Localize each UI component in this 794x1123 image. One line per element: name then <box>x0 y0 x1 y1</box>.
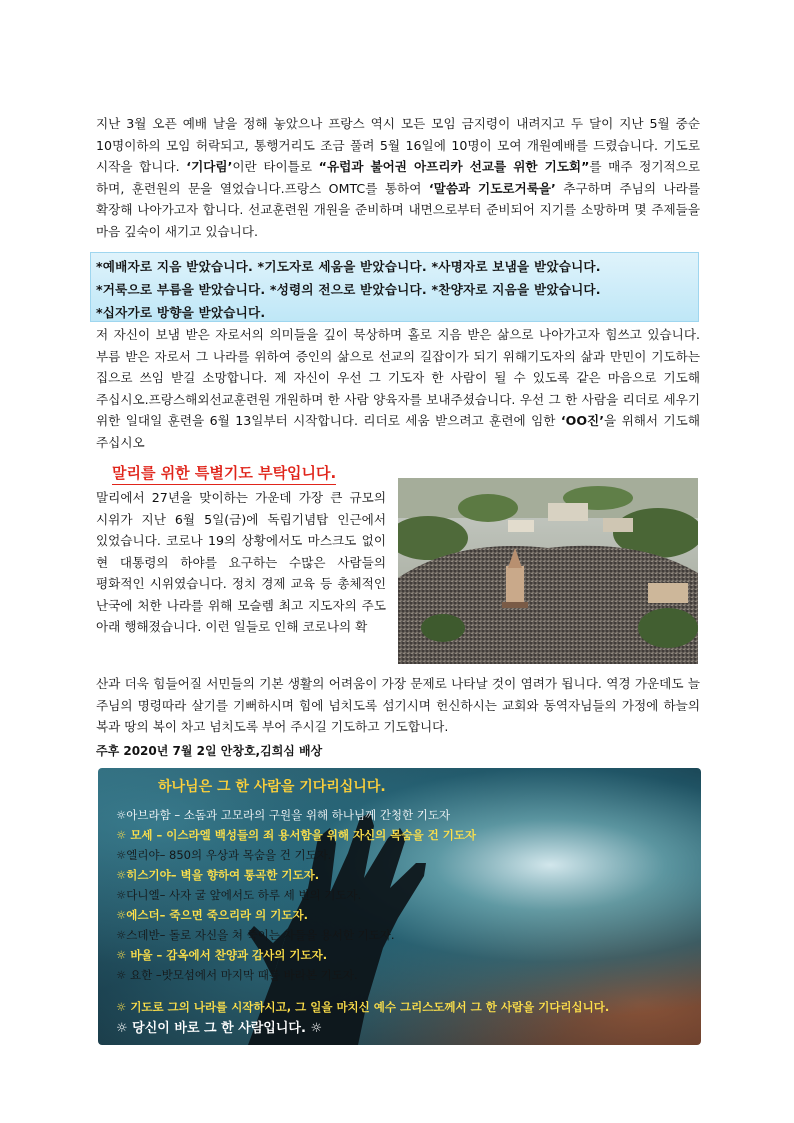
banner-line-daniel: ☼다니엘– 사자 굴 앞에서도 하루 세 번의 기도자. <box>116 888 362 902</box>
body-text-2: 을 위해서 기도해 주십시오 <box>96 413 700 450</box>
body-paragraph <box>96 324 700 453</box>
intro-text-1: 지난 3월 오픈 예배 날을 정해 놓았으나 프랑스 역시 모든 모임 금지령이 내려지고 두 달이 지난 5월 중순 10명이하의 모임 허락되고, 통행거리도 조금 풀려 5월 16일에 10명이 모여 개원예배를 드렸습니다. 기도로 시작을 합니다. <box>96 116 700 174</box>
highlight-line-1: *예배자로 지음 받았습니다. *기도자로 세움을 받았습니다. *사명자로 보냄을 받았습니다. <box>96 259 601 274</box>
intro-text-4: 추구하며 주님의 나라를 확장해 나아가고자 합니다. 선교훈련원 개원을 준비하며 내면으로부터 준비되어 지기를 소망하며 몇 주제들을 마음 깊숙이 새기고 있습니다. <box>96 180 700 239</box>
banner-line-jesus: ☼ 기도로 그의 나라를 시작하시고, 그 일을 마치신 예수 그리스도께서 그 한 사람을 기다리십니다. <box>116 1000 610 1014</box>
body-text-1: 저 자신이 보냄 받은 자로서의 의미들을 깊이 묵상하며 홀로 지음 받은 삶으로 나아가고자 힘쓰고 있습니다. 부름 받은 자로서 그 나라를 위하여 증인의 삶으로 선교의 길잡이가 되기 위해기도자의 삶과 만민이 기도하는 집으로 쓰임 받길 소망합니다. 제 자신이 우선 그 기도자 한 사람이 될 수 있도록 같은 마음으로 기도해 주십시오.프랑스해외선교훈련원 개원하며 한 사람 양육자를 보내주셨습니다. 우선 그 한 사람을 리더로 세우기 위한 일대일 훈련을 6월 13일부터 시작합니다. 리더로 세움 받으려고 훈련에 임한 <box>96 327 700 428</box>
banner-line-john: ☼ 요한 –밧모섬에서 마지막 때를 바라본 기도자. <box>116 968 358 982</box>
intro-bold-waiting: ‘기다림’ <box>186 159 233 174</box>
banner-line-esther: ☼에스더– 죽으면 죽으리라 의 기도자. <box>116 908 308 922</box>
intro-paragraph <box>96 113 700 242</box>
intro-text-3: 를 매주 정기적으로 하며, 훈련원의 문을 열었습니다.프랑스 OMTC를 통하여 <box>96 159 700 196</box>
mali-paragraph-continued: 산과 더욱 힘들어질 서민들의 기본 생활의 어려움이 가장 문제로 나타날 것이 염려가 됩니다. 역경 가운데도 늘 주님의 명령따라 살기를 기뻐하시며 힘에 넘치도록 섬기시며 헌신하시는 교회와 동역자님들의 가정에 하늘의 복과 땅의 복이 차고 넘치도록 부어 주시길 기도하고 기도합니다. <box>96 676 700 734</box>
banner-line-abraham: ☼아브라함 – 소돔과 고모라의 구원을 위해 하나님께 간청한 기도자 <box>116 808 451 822</box>
highlight-line-2: *거룩으로 부름을 받았습니다. *성령의 전으로 받았습니다. *찬양자로 지음을 받았습니다. <box>96 282 601 297</box>
intro-text-2: 이란 타이틀로 <box>232 159 319 174</box>
banner-line-you: ☼ 당신이 바로 그 한 사람입니다. ☼ <box>116 1021 323 1036</box>
banner-line-paul: ☼ 바울 – 감옥에서 찬양과 감사의 기도자. <box>116 948 328 962</box>
banner-title: 하나님은 그 한 사람을 기다리십니다. <box>158 779 386 795</box>
banner-line-moses: ☼ 모세 – 이스라엘 백성들의 죄 용서함을 위해 자신의 목숨을 건 기도자 <box>116 828 477 842</box>
mali-section-title: 말리를 위한 특별기도 부탁입니다. <box>112 464 337 482</box>
banner-line-hezekiah: ☼히스기야– 벽을 향하여 통곡한 기도자. <box>116 868 320 882</box>
prayer-banner <box>98 768 701 1045</box>
body-bold-name: ‘OO진’ <box>560 413 604 428</box>
signature-line: 주후 2020년 7월 2일 안창호,김희심 배상 <box>96 744 323 758</box>
banner-line-elijah: ☼엘리야– 850의 우상과 목숨을 건 기도자. <box>116 848 332 862</box>
mali-protest-photo <box>398 478 698 664</box>
highlight-line-3: *십자가로 방향을 받았습니다. <box>96 305 266 320</box>
intro-bold-word-prayer: ‘말씀과 기도로거룩을’ <box>428 180 556 196</box>
banner-line-stephen: ☼스데반– 돌로 자신을 쳐 죽이는 자들을 용서한 기도자. <box>116 928 395 942</box>
intro-bold-prayer-meeting: “유럽과 불어권 아프리카 선교를 위한 기도회” <box>318 159 590 174</box>
mali-paragraph: 말리에서 27년을 맞이하는 가운데 가장 큰 규모의 시위가 지난 6월 5일(금)에 독립기념탑 인근에서 있었습니다. 코로나 19의 상황에서도 마스크도 없이 현 대통령의 하야를 요구하는 수많은 사람들의 평화적인 시위였습니다. 정치 경제 교육 등 총체적인 난국에 처한 나라를 위해 모슬렘 최고 지도자의 주도 아래 행해졌습니다. 이런 일들로 인해 코로나의 확 <box>96 490 386 634</box>
